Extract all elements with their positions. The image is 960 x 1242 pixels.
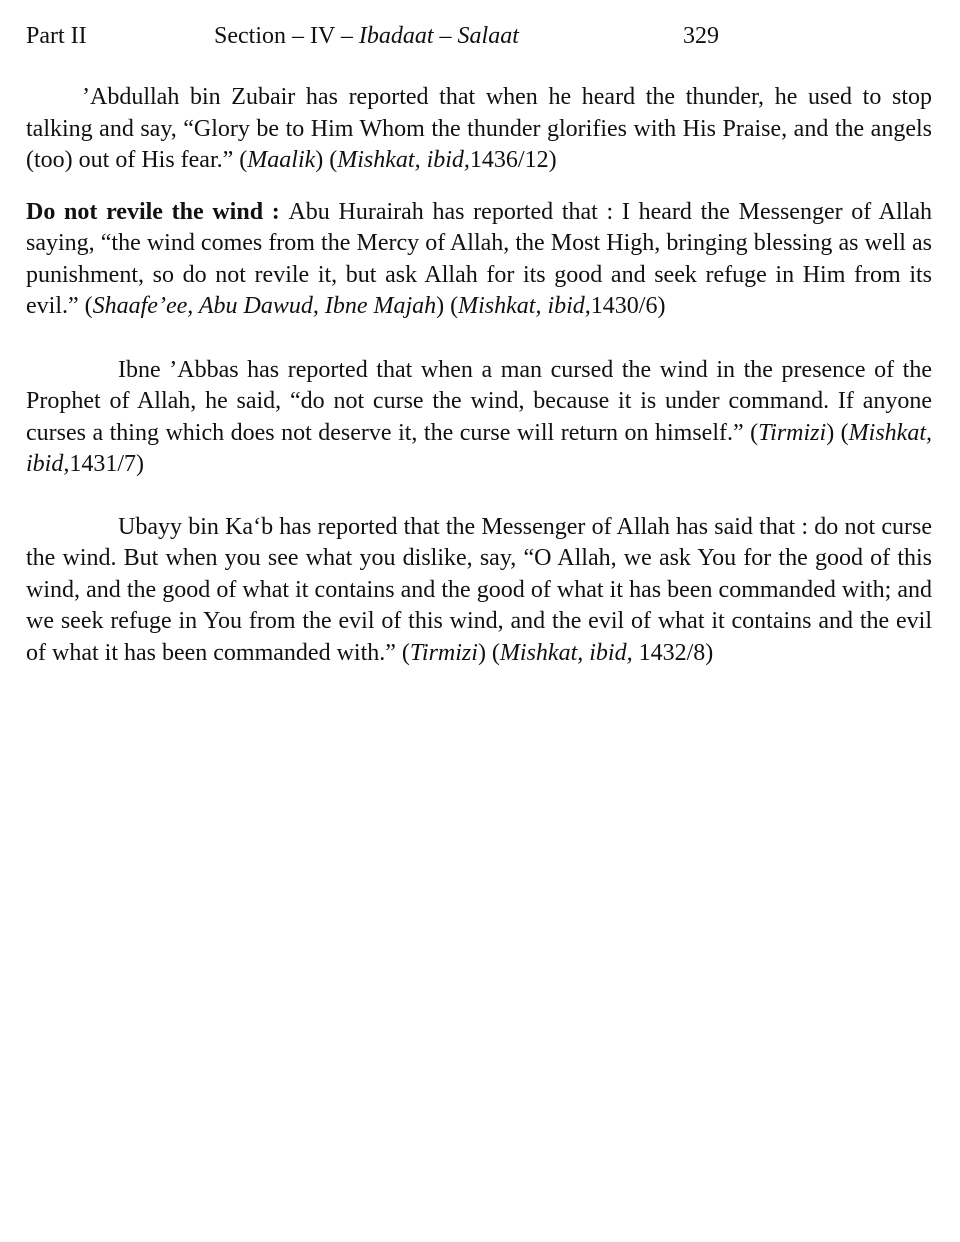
citation-mishkat: Mishkat, ibid, bbox=[337, 147, 470, 173]
citation-source: Maalik bbox=[247, 147, 316, 173]
citation-number: 1432/8) bbox=[632, 639, 714, 666]
citation-number: 1436/12) bbox=[469, 147, 557, 173]
paragraph-thunder bbox=[26, 82, 932, 177]
citation-sep: ) ( bbox=[477, 639, 500, 666]
citation-open: ( bbox=[84, 293, 93, 319]
citation-mishkat: Mishkat, ibid, bbox=[26, 419, 932, 477]
citation-mishkat: Mishkat, ibid, bbox=[458, 293, 591, 319]
citation-sep: ) ( bbox=[315, 147, 338, 173]
citation-source: Shaafe’ee, Abu Dawud, Ibne Majah bbox=[92, 293, 437, 319]
citation-open: ( bbox=[750, 419, 759, 446]
citation-sep: ) ( bbox=[826, 419, 849, 446]
section-prefix: Section – IV – bbox=[214, 23, 359, 49]
part-label: Part II bbox=[26, 23, 87, 49]
citation-open: ( bbox=[401, 639, 410, 666]
citation-open: ( bbox=[239, 147, 248, 173]
paragraph-ubayy bbox=[26, 512, 932, 670]
paragraph-text: Ubayy bin Ka‘b has reported that the Messenger of Allah has said that : do not curse the wind. But when you see what you dislike, say, “O Allah, we ask You for the good of this wind, and the good of what it contains and the good of what it has been commanded with; and we seek refuge in You from the evil of this wind, and the evil of what it contains and the evil of what it has been commanded with.” bbox=[26, 513, 932, 666]
page-number: 329 bbox=[683, 23, 719, 49]
paragraph-text: Ibne ’Abbas has reported that when a man cursed the wind in the presence of the Prophet of Allah, he said, “do not curse the wind, because it is under command. If anyone curses a thing which does not deserve it, the curse will return on himself.” bbox=[26, 356, 932, 446]
citation-number: 1431/7) bbox=[69, 451, 145, 477]
paragraph-text: ’Abdullah bin Zubair has reported that when he heard the thunder, he used to stop talking and say, “Glory be to Him Whom the thunder glorifies with His Praise, and the angels (too) out of His fear.” bbox=[26, 84, 932, 173]
citation-source: Tirmizi bbox=[758, 419, 827, 446]
section-italic-title: Ibadaat – Salaat bbox=[358, 23, 519, 49]
section-title bbox=[214, 20, 519, 52]
citation-sep: ) ( bbox=[436, 293, 459, 319]
section-heading: Do not revile the wind : bbox=[26, 198, 289, 225]
citation-number: 1430/6) bbox=[590, 293, 666, 319]
citation-source: Tirmizi bbox=[409, 639, 478, 666]
body-text bbox=[26, 82, 932, 669]
paragraph-revile-wind bbox=[26, 197, 932, 323]
paragraph-ibne-abbas bbox=[26, 355, 932, 481]
paragraph-text: Abu Hurairah has reported that : I heard the Messenger of Allah saying, “the wind comes from the Mercy of Allah, the Most High, bringing blessing as well as punishment, so do not revile it, but ask Allah for its good and seek refuge in Him from its evil.” bbox=[26, 198, 933, 319]
running-head bbox=[0, 20, 960, 52]
citation-mishkat: Mishkat, ibid, bbox=[499, 639, 633, 666]
